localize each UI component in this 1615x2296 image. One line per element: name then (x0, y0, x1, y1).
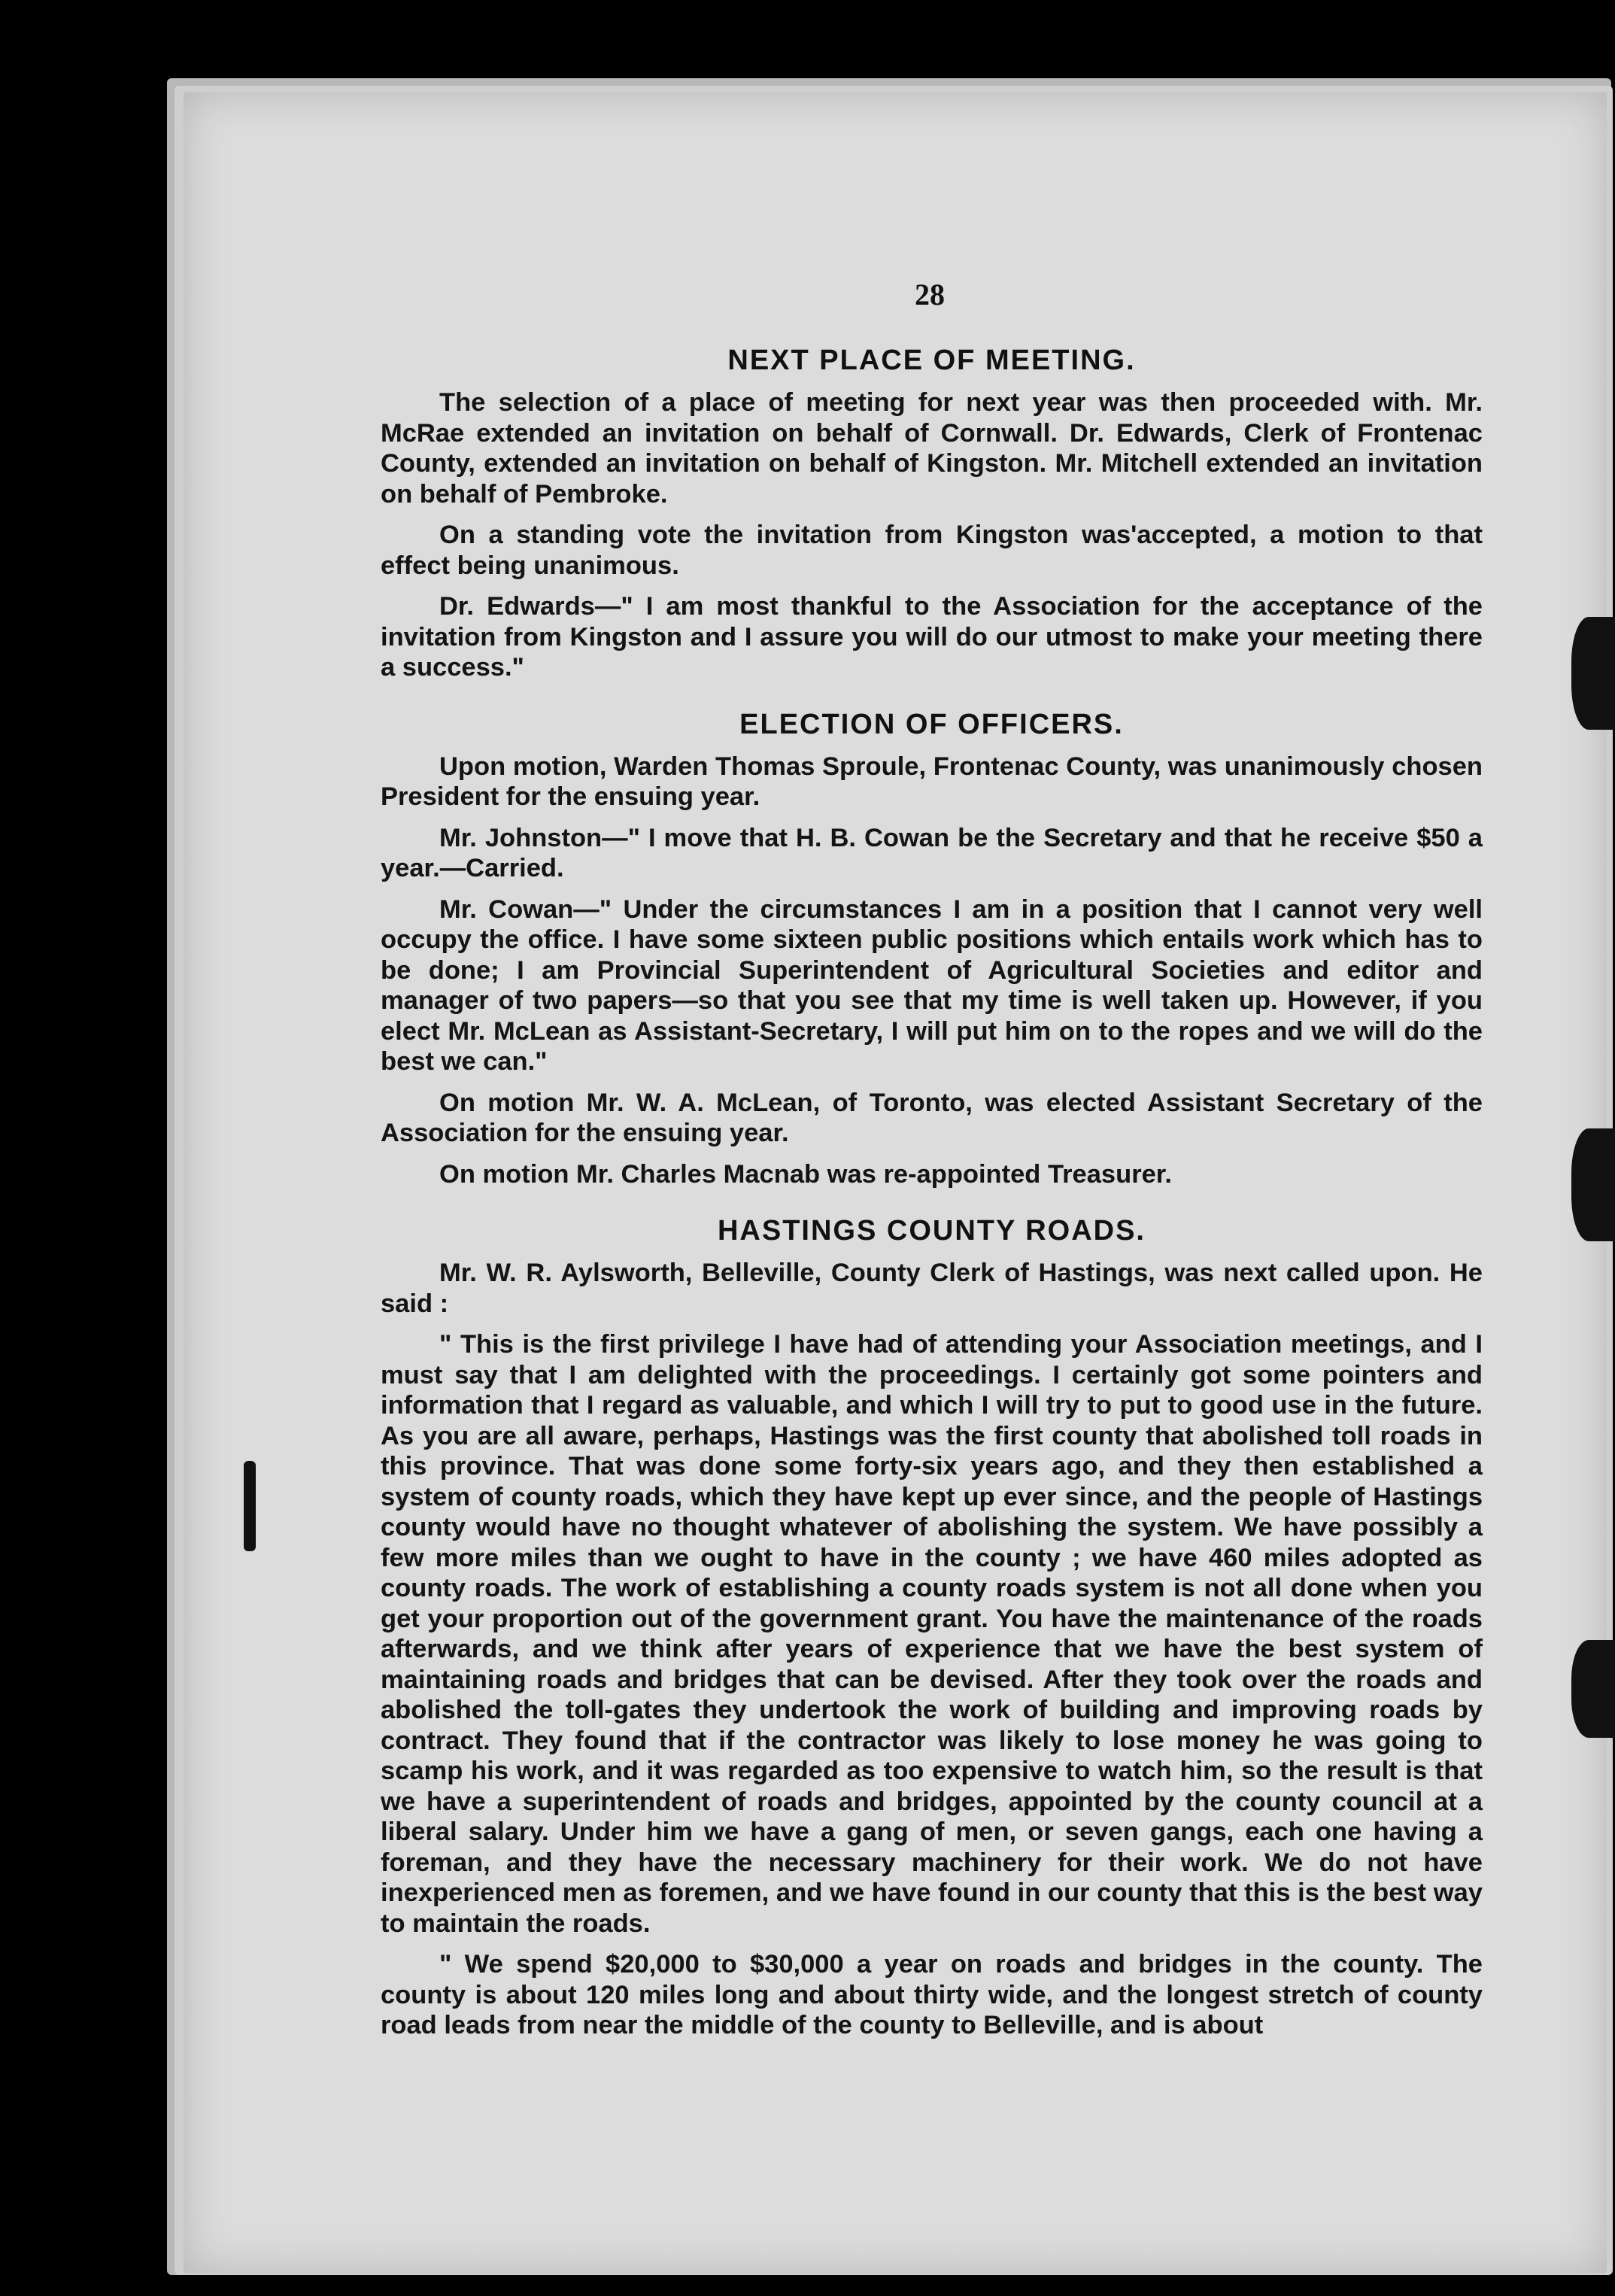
paragraph: " We spend $20,000 to $30,000 a year on roads and bridges in the county. The county is about 120 miles long and about thirty wide, and the longest stretch of county road leads from near the middle of the county to Belleville, and is about (381, 1950, 1483, 2039)
binding-mark (244, 1461, 256, 1551)
paragraph: " This is the first privilege I have had of attending your Association meetings, and I must say that I am delighted with the proceedings. I certainly got some pointers and information that I regard as valuable, and which I will try to put to good use in the future. As you are all aware, perhaps, Hastings was the first county that abolished toll roads in this province. That was done some forty-six years ago, and they then established a system of county roads, which they have kept up ever since, and the people of Hastings county would have no thought whatever of abolishing the system. We have possibly a few more miles than we ought to have in the county ; we have 460 miles adopted as county roads. The work of establishing a county roads system is not all done when you get your proportion out of the government grant. You have the maintenance of the roads afterwards, and we think after years of experience that we have the best system of maintaining roads and bridges that can be devised. After they took over the roads and abolished the toll-gates they undertook the work of building and improving roads by contract. They found that if the contractor was likely to lose money he was going to scamp his work, and it was regarded as too expensive to watch him, so the result is that we have a superintendent of roads and bridges, appointed by the county council at a liberal salary. Under him we have a gang of men, or seven gangs, each one having a foreman, and they have the necessary machinery for their work. We do not have inexperienced men as foremen, and we have found in our county that this is the best way to maintain the roads. (381, 1330, 1483, 1938)
edge-tear-mark (1571, 1128, 1615, 1241)
paragraph: The selection of a place of meeting for next year was then proceeded with. Mr. McRae extended an invitation on behalf of Cornwall. Dr. Edwards, Clerk of Frontenac County, extended an invitation on behalf of Kingston. Mr. Mitchell extended an invitation on behalf of Pembroke. (381, 388, 1483, 509)
paragraph: Upon motion, Warden Thomas Sproule, Frontenac County, was unanimously chosen President for the ensuing year. (381, 752, 1483, 811)
edge-tear-mark (1571, 1640, 1615, 1738)
section-heading-next-place-of-meeting: NEXT PLACE OF MEETING. (727, 345, 1136, 376)
edge-tear-mark (1571, 617, 1615, 730)
paragraph: Mr. Johnston—" I move that H. B. Cowan be the Secretary and that he receive $50 a year.—Carried. (381, 823, 1483, 882)
section-heading-election-of-officers: ELECTION OF OFFICERS. (739, 708, 1124, 740)
paragraph: Dr. Edwards—" I am most thankful to the Association for the acceptance of the invitation from Kingston and I assure you will do our utmost to make your meeting there a success." (381, 592, 1483, 682)
paragraph: On motion Mr. Charles Macnab was re-appointed Treasurer. (439, 1159, 1172, 1189)
page-body (381, 271, 1483, 2041)
paragraph: Mr. W. R. Aylsworth, Belleville, County Clerk of Hastings, was next called upon. He said : (381, 1259, 1483, 1318)
paragraph: On a standing vote the invitation from Kingston was'accepted, a motion to that effect being unanimous. (381, 521, 1483, 580)
section-heading-hastings-county-roads: HASTINGS COUNTY ROADS. (717, 1215, 1146, 1247)
page-number: 28 (915, 278, 945, 311)
paragraph: On motion Mr. W. A. McLean, of Toronto, was elected Assistant Secretary of the Association for the ensuing year. (381, 1088, 1483, 1147)
paragraph: Mr. Cowan—" Under the circumstances I am in a position that I cannot very well occupy the office. I have some sixteen public positions which entails work which has to be done; I am Provincial Superintendent of Agricultural Societies and editor and manager of two papers—so that you see that my time is well taken up. However, if you elect Mr. McLean as Assistant-Secretary, I will put him on to the ropes and we will do the best we can." (381, 894, 1483, 1076)
